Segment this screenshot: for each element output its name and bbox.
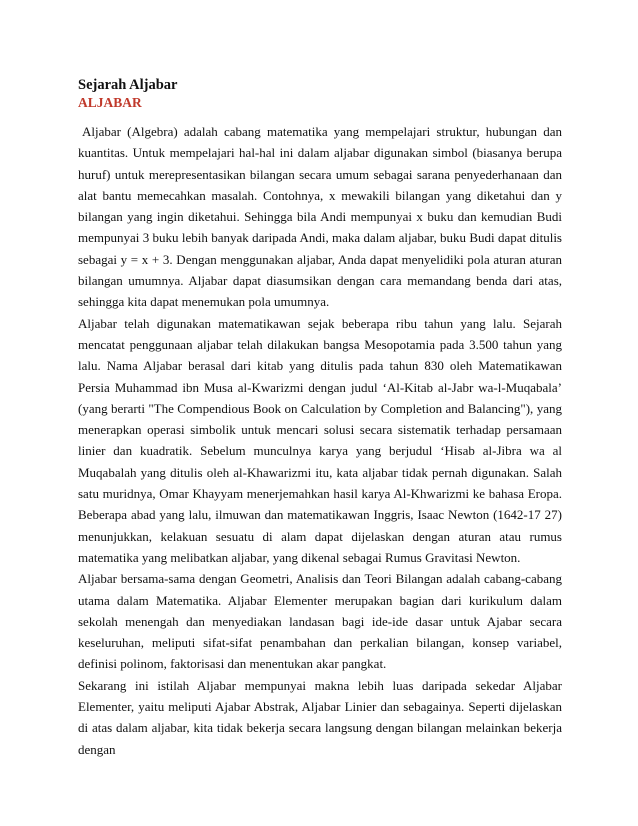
paragraph-history: Aljabar telah digunakan matematikawan sejak beberapa ribu tahun yang lalu. Sejarah mencatat penggunaan aljabar telah dilakukan bangsa Mesopotamia pada 3.500 tahun yang lalu. Nama Aljabar berasal dari kitab yang ditulis pada tahun 830 oleh Matematikawan Persia Muhammad ibn Musa al-Kwarizmi dengan judul ‘Al-Kitab al-Jabr wa-l-Muqabala’ (yang berarti "The Compendious Book on Calculation by Completion and Balancing"), yang menerapkan operasi simbolik untuk mencari solusi secara sistematik terhadap persamaan linier dan kuadratik. Sebelum munculnya karya yang berjudul ‘Hisab al-Jibra wa al Muqabalah yang ditulis oleh al-Khawarizmi itu, kata aljabar tidak pernah digunakan. Salah satu muridnya, Omar Khayyam menerjemahkan hasil karya Al-Khwarizmi ke bahasa Eropa. Beberapa abad yang lalu, ilmuwan dan matematikawan Inggris, Isaac Newton (1642-17 27) menunjukkan, kelakuan sesuatu di alam dapat dijelaskan dengan aturan atau rumus matematika yang melibatkan aljabar, yang dikenal sebagai Rumus Gravitasi Newton.	[78, 315, 562, 565]
paragraph-modern: Sekarang ini istilah Aljabar mempunyai makna lebih luas daripada sekedar Aljabar Elementer, yaitu meliputi Ajabar Abstrak, Aljabar Linier dan sebagainya. Seperti dijelaskan di atas dalam aljabar, kita tidak bekerja secara langsung dengan bilangan melainkan bekerja dengan	[78, 677, 562, 757]
document-body	[78, 121, 562, 760]
section-heading: ALJABAR	[78, 95, 142, 110]
page-title: Sejarah Aljabar	[78, 77, 178, 93]
paragraph-branches: Aljabar bersama-sama dengan Geometri, Analisis dan Teori Bilangan adalah cabang-cabang utama dalam Matematika. Aljabar Elementer merupakan bagian dari kurikulum dalam sekolah menengah dan menyediakan landasan bagi ide-ide dasar untuk Ajabar secara keseluruhan, meliputi sifat-sifat penambahan dan perkalian bilangan, konsep variabel, definisi polinom, faktorisasi dan menentukan akar pangkat.	[78, 571, 562, 672]
paragraph-definition: Aljabar (Algebra) adalah cabang matematika yang mempelajari struktur, hubungan dan kuantitas. Untuk mempelajari hal-hal ini dalam aljabar digunakan simbol (biasanya berupa huruf) untuk merepresentasikan bilangan secara umum sebagai sarana penyederhanaan dan alat bantu memecahkan masalah. Contohnya, x mewakili bilangan yang diketahui dan y bilangan yang ingin diketahui. Sehingga bila Andi mempunyai x buku dan kemudian Budi mempunyai 3 buku lebih banyak daripada Andi, maka dalam aljabar, buku Budi dapat ditulis sebagai y = x + 3. Dengan menggunakan aljabar, Anda dapat menyelidiki pola aturan aturan bilangan umumnya. Aljabar dapat diasumsikan dengan cara memandang benda dari atas, sehingga kita dapat menemukan pola umumnya.	[78, 124, 562, 310]
